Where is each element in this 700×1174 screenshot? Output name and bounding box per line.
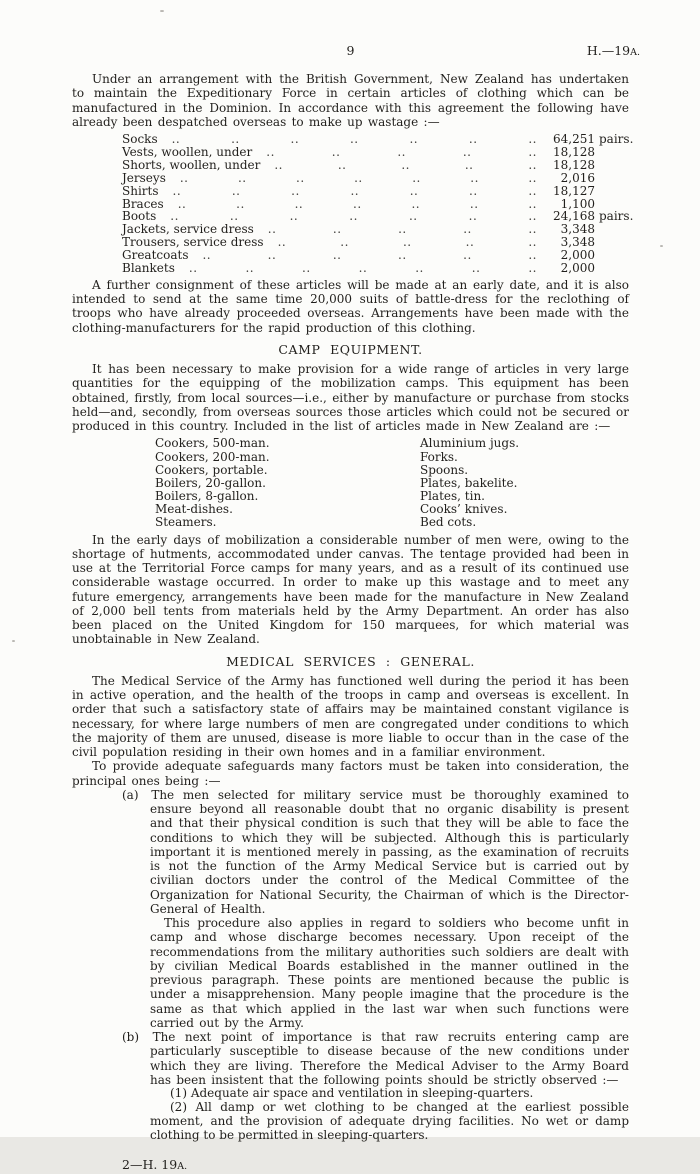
item-quantity: 2,000	[560, 248, 595, 263]
leader-dots: .. .. .. .. ..	[266, 144, 537, 159]
item-quantity: 24,168	[553, 209, 595, 224]
leader-dots: .. .. .. .. .. .. ..	[179, 170, 537, 185]
equipment-item: Plates, bakelite.	[420, 475, 518, 490]
item-quantity: 3,348	[560, 222, 595, 237]
document-reference-suffix: A.	[630, 47, 640, 58]
clothing-row	[122, 146, 629, 159]
item-quantity: 18,128	[553, 157, 595, 172]
footer-signature-suffix: A.	[177, 1160, 188, 1172]
document-reference	[587, 44, 640, 60]
medical-general-paragraph: The Medical Service of the Army has functioned well during the period it has been in active operation, and the health of the troops in camp and overseas is excellent. In order that such a satisfactory state of affairs may be maintained constant vigilance is necessary, for where large numbers of men are congregated under conditions to which the majority of them are unused, disease is more liable to occur than in the case of the civil population residing in their own homes and in a familiar environment.	[72, 673, 629, 760]
equipment-column-left	[155, 437, 420, 529]
item-b-label: (b)	[122, 1030, 140, 1045]
item-quantity: 18,127	[553, 183, 595, 198]
camp-equipment-heading: CAMP EQUIPMENT.	[278, 341, 423, 357]
clothing-row	[122, 172, 629, 185]
leader-dots: .. .. .. .. .. .. ..	[188, 261, 537, 276]
list-item-b	[122, 1030, 629, 1087]
medical-services-heading: MEDICAL SERVICES : GENERAL.	[226, 653, 475, 669]
item-name: Socks	[122, 132, 158, 146]
equipment-item: Cookers, 200-man.	[155, 449, 270, 464]
consignment-paragraph: A further consignment of these articles will be made at an early date, and it is also intended to send at the same time 20,000 suits of battle-dress for the reclothing of troops who have already proceeded overseas. Arrangements have been made with the clothing-manufacturers for the rapid production of this clothing.	[72, 277, 629, 335]
equipment-item: Cooks’ knives.	[420, 502, 508, 517]
leader-dots: .. .. .. .. .. .. ..	[177, 196, 537, 211]
list-item-a-continuation: This procedure also applies in regard to soldiers who become unfit in camp and whose discharge becomes necessary. Upon receipt of the recommendations from the military authorities such soldiers are dealt with by civilian Medical Boards established in the manner outlined in the previous paragraph. These points are mentioned because the public is under a misapprehension. Many people imagine that the procedure is the same as that which applied in the last war when such functions were carried out by the Army.	[150, 916, 629, 1030]
intro-paragraph: Under an arrangement with the British Government, New Zealand has undertaken to maintain the Expeditionary Force in certain articles of clothing which can be manufactured in the Dominion. In accordance with this agreement the following have already been despatched overseas to make up wastage :—	[72, 72, 629, 129]
subitem-1: (1) Adequate air space and ventilation in sleeping-quarters.	[170, 1086, 534, 1101]
clothing-row	[122, 132, 634, 146]
clothing-row	[122, 159, 629, 172]
leader-dots: .. .. .. .. ..	[274, 157, 537, 172]
leader-dots: .. .. .. .. .. .. ..	[172, 183, 537, 198]
item-quantity: 64,251	[553, 132, 595, 146]
item-quantity: 1,100	[560, 196, 595, 211]
equipment-item: Aluminium jugs.	[420, 436, 520, 451]
clothing-despatch-list	[72, 132, 634, 276]
item-quantity: 18,128	[553, 144, 595, 159]
item-b-text: The next point of importance is that raw recruits entering camp are particularly susceptible to disease because of the new conditions under which they are living. Therefore the Medical Adviser to the Army Board has been insistent that the following points should be strictly observed :—	[150, 1030, 629, 1087]
equipment-column-right	[420, 437, 629, 529]
equipment-item: Cookers, portable.	[155, 462, 268, 477]
item-name: Trousers, service dress	[122, 235, 264, 250]
leader-dots: .. .. .. .. ..	[277, 235, 537, 250]
clothing-row	[122, 262, 629, 275]
leader-dots: .. .. .. .. .. ..	[202, 248, 537, 263]
item-name: Jackets, service dress	[122, 222, 254, 237]
item-quantity: 3,348	[560, 235, 595, 250]
scan-speck	[12, 640, 15, 642]
equipment-item: Bed cots.	[420, 515, 477, 530]
item-name: Shorts, woollen, under	[122, 157, 261, 172]
equipment-list	[72, 437, 629, 529]
item-name: Braces	[122, 196, 164, 211]
equipment-item: Plates, tin.	[420, 489, 485, 504]
scan-speck	[160, 10, 164, 12]
item-quantity: 2,016	[560, 170, 595, 185]
footer-signature-main: 2—H. 19	[122, 1156, 178, 1172]
item-name: Boots	[122, 209, 157, 224]
item-name: Vests, woollen, under	[122, 144, 253, 159]
item-quantity: 2,000	[560, 261, 595, 276]
page-header	[72, 43, 640, 60]
equipment-item: Cookers, 500-man.	[155, 436, 270, 451]
page-content	[72, 43, 640, 1174]
leader-dots: .. .. .. .. .. .. ..	[170, 209, 537, 224]
scan-speck	[660, 245, 663, 247]
item-a-text: The men selected for military service must be thoroughly examined to ensure beyond all reasonable doubt that no organic disability is present and that their physical condition is such that they will be able to face the conditions to which they will be subjected. Although this is particularly important it is mentioned merely in passing, as the examination of recruits is not the function of the Army Medical Service but is carried out by civilian doctors under the control of the Medical Committee of the Organization for National Security, the Chairman of which is the Director-General of Health.	[150, 787, 629, 916]
equipment-item: Meat-dishes.	[155, 502, 233, 517]
equipment-item: Steamers.	[155, 515, 217, 530]
item-name: Jerseys	[122, 170, 166, 185]
equipment-item: Forks.	[420, 449, 458, 464]
item-name: Greatcoats	[122, 248, 189, 263]
item-unit: pairs.	[599, 209, 634, 224]
leader-dots: .. .. .. .. .. .. ..	[171, 132, 537, 146]
item-unit: pairs.	[599, 132, 634, 146]
equipment-item: Boilers, 8-gallon.	[155, 489, 259, 504]
item-a-label: (a)	[122, 787, 139, 802]
equipment-item: Spoons.	[420, 462, 469, 477]
page-number: 9	[346, 43, 355, 58]
tentage-paragraph: In the early days of mobilization a considerable number of men were, owing to the shortage of hutments, accommodated under canvas. The tentage provided had been in use at the Territorial Force camps for many years, and as a result of its continued use considerable wastage occurred. In order to make up this wastage and to meet any future emergency, arrangements have been made for the manufacture in New Zealand of 2,000 bell tents from materials held by the Army Department. An order has also been placed on the United Kingdom for 150 marquees, for which material was unobtainable in New Zealand.	[72, 532, 629, 647]
list-item-a	[122, 787, 629, 916]
item-name: Shirts	[122, 183, 159, 198]
camp-equipment-paragraph: It has been necessary to make provision for a wide range of articles in very large quantities for the equipping of the mobilization camps. This equipment has been obtained, firstly, from local sources—i.e., either by manufacture or purchase from stocks held—and, secondly, from overseas sources those articles which could not be secured or produced in this country. Included in the list of articles made in New Zealand are :—	[72, 362, 629, 434]
safeguards-paragraph: To provide adequate safeguards many factors must be taken into consideration, the principal ones being :—	[72, 759, 629, 788]
item-name: Blankets	[122, 261, 175, 276]
subitem-2: (2) All damp or wet clothing to be changed at the earliest possible moment, and the provision of adequate drying facilities. No wet or damp clothing to be permitted in sleeping-quarters.	[150, 1099, 629, 1142]
leader-dots: .. .. .. .. ..	[267, 222, 537, 237]
equipment-item: Boilers, 20-gallon.	[155, 475, 266, 490]
page-footer	[72, 1158, 629, 1174]
document-reference-main: H.—19	[586, 43, 631, 58]
clothing-row	[122, 185, 629, 198]
